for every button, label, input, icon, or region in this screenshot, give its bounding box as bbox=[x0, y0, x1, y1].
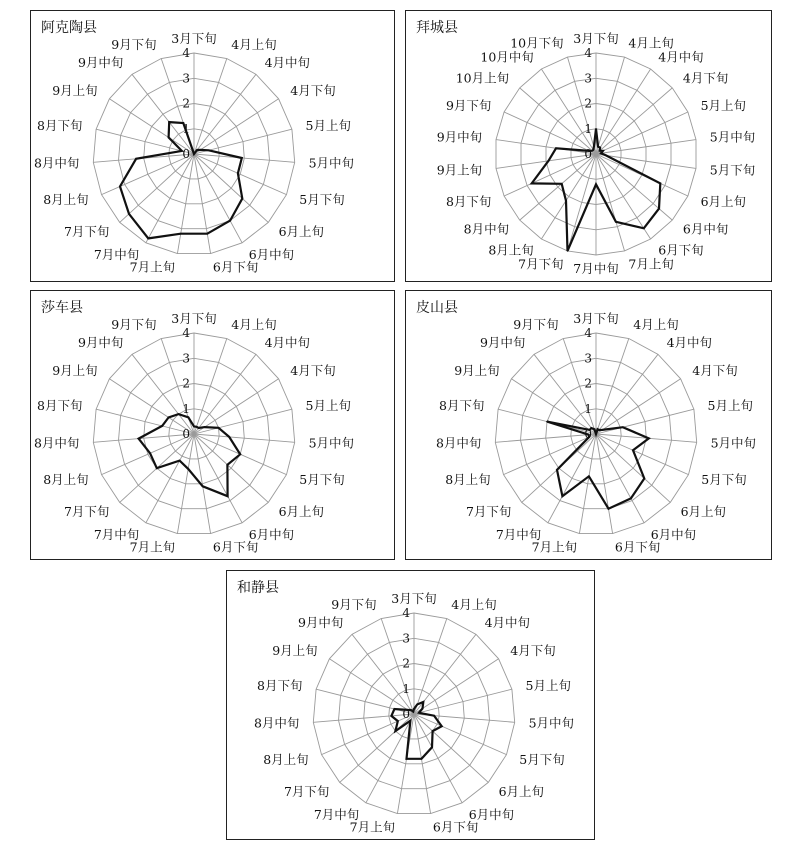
radial-tick-label: 3 bbox=[402, 631, 410, 646]
category-label: 7月中旬 bbox=[93, 527, 140, 543]
data-point bbox=[597, 428, 599, 430]
data-point bbox=[180, 233, 182, 235]
category-label: 5月下旬 bbox=[299, 472, 345, 488]
data-point bbox=[595, 128, 597, 130]
data-point bbox=[218, 427, 220, 429]
category-label: 8月中旬 bbox=[33, 435, 80, 451]
data-point bbox=[632, 449, 634, 451]
category-label: 3月下旬 bbox=[171, 31, 217, 46]
radial-tick-label: 4 bbox=[584, 326, 592, 340]
category-label: 5月下旬 bbox=[519, 752, 565, 768]
data-point bbox=[168, 121, 170, 123]
grid-spoke bbox=[596, 339, 629, 435]
radial-tick-label: 3 bbox=[182, 351, 190, 366]
category-label: 5月中旬 bbox=[710, 435, 757, 451]
data-point bbox=[410, 709, 412, 711]
data-point bbox=[546, 421, 548, 423]
data-point bbox=[241, 157, 243, 159]
category-label: 8月上旬 bbox=[263, 752, 309, 768]
category-label: 4月上旬 bbox=[628, 35, 674, 51]
chart-title: 阿克陶县 bbox=[41, 20, 97, 36]
category-label: 6月中旬 bbox=[468, 807, 515, 823]
radial-tick-label: 2 bbox=[182, 96, 190, 111]
category-label: 4月中旬 bbox=[666, 335, 713, 351]
category-label: 9月下旬 bbox=[513, 317, 559, 333]
grid-spoke bbox=[340, 714, 414, 782]
category-label: 6月上旬 bbox=[700, 193, 747, 209]
data-point bbox=[556, 469, 558, 471]
data-point bbox=[149, 453, 151, 455]
category-label: 4月上旬 bbox=[451, 597, 497, 613]
radial-tick-label: 0 bbox=[182, 427, 190, 441]
data-point bbox=[395, 730, 397, 732]
category-label: 10月中旬 bbox=[480, 49, 534, 65]
data-point bbox=[207, 233, 209, 235]
category-label: 7月下旬 bbox=[63, 503, 110, 519]
data-point bbox=[193, 426, 195, 428]
category-label: 4月上旬 bbox=[231, 37, 277, 53]
data-point bbox=[204, 426, 206, 428]
data-point bbox=[597, 146, 599, 148]
radial-tick-label: 4 bbox=[584, 46, 592, 60]
category-label: 9月中旬 bbox=[479, 335, 526, 351]
category-label: 9月上旬 bbox=[436, 162, 483, 178]
category-label: 9月中旬 bbox=[436, 129, 483, 145]
category-label: 6月上旬 bbox=[680, 503, 727, 519]
category-label: 9月下旬 bbox=[445, 98, 492, 114]
radial-tick-label: 1 bbox=[584, 401, 592, 416]
category-label: 4月下旬 bbox=[290, 83, 336, 99]
data-point bbox=[237, 173, 239, 175]
category-label: 4月中旬 bbox=[264, 55, 311, 71]
data-point bbox=[196, 426, 198, 428]
radial-tick-label: 2 bbox=[584, 96, 592, 111]
radial-tick-label: 1 bbox=[584, 121, 592, 136]
radar-chart bbox=[406, 11, 773, 283]
data-point bbox=[228, 436, 230, 438]
radar-panel-baicheng bbox=[405, 10, 772, 282]
category-label: 5月下旬 bbox=[709, 162, 756, 178]
grid-spoke bbox=[414, 659, 499, 714]
category-label: 6月中旬 bbox=[682, 221, 729, 237]
category-label: 9月下旬 bbox=[111, 317, 157, 333]
category-label: 5月下旬 bbox=[701, 472, 747, 488]
data-point bbox=[200, 149, 202, 151]
radial-tick-label: 4 bbox=[402, 606, 410, 620]
category-label: 3月下旬 bbox=[171, 311, 217, 326]
category-label: 5月上旬 bbox=[707, 397, 753, 413]
radar-panel-akto bbox=[30, 10, 395, 282]
category-label: 7月上旬 bbox=[628, 256, 674, 272]
data-point bbox=[567, 250, 569, 252]
category-label: 8月上旬 bbox=[43, 192, 89, 208]
grid-spoke bbox=[194, 59, 227, 155]
category-label: 5月中旬 bbox=[308, 435, 355, 451]
category-label: 6月下旬 bbox=[614, 539, 661, 555]
data-point bbox=[179, 460, 181, 462]
grid-spoke bbox=[194, 434, 268, 502]
radial-tick-label: 2 bbox=[182, 376, 190, 391]
category-label: 5月下旬 bbox=[299, 192, 345, 208]
category-label: 5月中旬 bbox=[308, 155, 355, 171]
category-label: 7月中旬 bbox=[313, 807, 360, 823]
category-label: 3月下旬 bbox=[391, 591, 437, 606]
data-point bbox=[594, 428, 596, 430]
category-label: 9月中旬 bbox=[77, 335, 124, 351]
data-point bbox=[630, 498, 632, 500]
category-label: 9月上旬 bbox=[52, 363, 98, 379]
category-label: 4月上旬 bbox=[633, 317, 679, 333]
chart-title: 皮山县 bbox=[416, 300, 458, 316]
data-point bbox=[397, 720, 399, 722]
category-label: 4月中旬 bbox=[658, 49, 704, 65]
grid-spoke bbox=[96, 409, 194, 434]
grid-spoke bbox=[194, 409, 292, 434]
data-point bbox=[599, 150, 601, 152]
radial-tick-label: 0 bbox=[584, 427, 592, 441]
radial-tick-label: 4 bbox=[182, 326, 190, 340]
category-label: 8月下旬 bbox=[37, 397, 83, 413]
category-label: 6月上旬 bbox=[278, 223, 325, 239]
data-point bbox=[406, 758, 408, 760]
data-point bbox=[548, 160, 550, 162]
category-label: 6月中旬 bbox=[650, 527, 697, 543]
chart-title: 莎车县 bbox=[41, 300, 83, 316]
grid-spoke bbox=[414, 714, 488, 782]
radial-tick-label: 3 bbox=[584, 71, 592, 86]
category-label: 4月下旬 bbox=[510, 643, 556, 659]
category-label: 10月下旬 bbox=[510, 35, 564, 51]
category-label: 8月中旬 bbox=[435, 435, 482, 451]
data-point bbox=[394, 708, 396, 710]
category-label: 9月下旬 bbox=[331, 597, 377, 613]
data-point bbox=[555, 148, 557, 150]
grid-spoke bbox=[511, 376, 596, 434]
data-point bbox=[413, 708, 415, 710]
data-point bbox=[593, 149, 595, 151]
grid-spoke bbox=[120, 154, 194, 222]
category-label: 4月下旬 bbox=[692, 363, 738, 379]
radial-tick-label: 0 bbox=[584, 147, 592, 161]
data-point bbox=[615, 221, 617, 223]
data-point bbox=[660, 183, 662, 185]
category-label: 5月上旬 bbox=[700, 98, 747, 114]
radar-chart bbox=[227, 571, 596, 841]
radial-tick-label: 1 bbox=[402, 681, 410, 696]
data-point bbox=[608, 508, 610, 510]
category-label: 10月上旬 bbox=[455, 70, 510, 86]
grid-spoke bbox=[414, 689, 512, 714]
data-point bbox=[156, 467, 158, 469]
radial-tick-label: 0 bbox=[402, 707, 410, 721]
data-point bbox=[421, 758, 423, 760]
category-label: 3月下旬 bbox=[573, 31, 619, 46]
data-point bbox=[188, 417, 190, 419]
category-label: 6月下旬 bbox=[432, 819, 479, 835]
category-label: 7月上旬 bbox=[349, 819, 396, 835]
chart-title: 拜城县 bbox=[416, 20, 458, 36]
data-point bbox=[227, 495, 229, 497]
category-label: 4月下旬 bbox=[682, 70, 729, 86]
data-point bbox=[418, 712, 420, 714]
data-point bbox=[644, 478, 646, 480]
category-label: 8月中旬 bbox=[463, 221, 510, 237]
data-point bbox=[432, 730, 434, 732]
grid-spoke bbox=[568, 154, 597, 251]
category-label: 6月下旬 bbox=[658, 242, 704, 258]
radial-tick-label: 0 bbox=[182, 147, 190, 161]
grid-spoke bbox=[194, 99, 279, 154]
data-point bbox=[242, 198, 244, 200]
data-point bbox=[412, 711, 414, 713]
grid-spoke bbox=[596, 88, 672, 154]
category-label: 7月下旬 bbox=[465, 503, 512, 519]
data-point bbox=[565, 200, 567, 202]
category-label: 7月中旬 bbox=[495, 527, 542, 543]
grid-spoke bbox=[194, 154, 268, 222]
data-point bbox=[178, 413, 180, 415]
category-label: 8月上旬 bbox=[445, 472, 491, 488]
data-point bbox=[227, 464, 229, 466]
category-label: 5月中旬 bbox=[528, 715, 575, 731]
category-label: 8月下旬 bbox=[257, 677, 303, 693]
data-point bbox=[431, 747, 433, 749]
category-label: 7月下旬 bbox=[283, 783, 330, 799]
radial-tick-label: 3 bbox=[584, 351, 592, 366]
category-label: 4月中旬 bbox=[264, 335, 311, 351]
data-point bbox=[562, 495, 564, 497]
category-label: 8月下旬 bbox=[445, 193, 492, 209]
category-label: 9月上旬 bbox=[52, 83, 98, 99]
category-label: 8月下旬 bbox=[439, 397, 485, 413]
data-point bbox=[588, 476, 590, 478]
grid-spoke bbox=[329, 656, 414, 714]
data-point bbox=[161, 425, 163, 427]
data-point bbox=[605, 155, 607, 157]
data-point bbox=[168, 137, 170, 139]
data-point bbox=[598, 429, 600, 431]
radar-panel-shache bbox=[30, 290, 395, 560]
data-point bbox=[622, 426, 624, 428]
category-label: 7月上旬 bbox=[129, 539, 176, 555]
category-label: 7月下旬 bbox=[63, 223, 110, 239]
category-label: 6月中旬 bbox=[248, 527, 295, 543]
data-point bbox=[417, 704, 419, 706]
grid-spoke bbox=[109, 96, 194, 154]
category-label: 9月上旬 bbox=[272, 643, 318, 659]
category-label: 8月下旬 bbox=[37, 117, 83, 133]
radar-chart bbox=[406, 291, 773, 561]
data-point bbox=[198, 427, 200, 429]
radar-chart bbox=[31, 291, 396, 561]
category-label: 7月下旬 bbox=[518, 256, 564, 272]
chart-title: 和静县 bbox=[237, 580, 279, 596]
category-label: 4月中旬 bbox=[484, 615, 531, 631]
grid-spoke bbox=[596, 57, 625, 154]
category-label: 8月上旬 bbox=[43, 472, 89, 488]
data-point bbox=[196, 149, 198, 151]
radial-tick-label: 1 bbox=[182, 121, 190, 136]
category-label: 4月上旬 bbox=[231, 317, 277, 333]
grid-spoke bbox=[596, 434, 670, 502]
category-label: 6月下旬 bbox=[212, 539, 259, 555]
radial-tick-label: 2 bbox=[584, 376, 592, 391]
data-point bbox=[148, 238, 150, 240]
grid-spoke bbox=[414, 619, 447, 715]
category-label: 7月上旬 bbox=[129, 259, 176, 275]
data-point bbox=[441, 725, 443, 727]
radar-panel-hejing bbox=[226, 570, 595, 840]
category-label: 6月下旬 bbox=[212, 259, 259, 275]
data-point bbox=[187, 468, 189, 470]
data-point bbox=[602, 150, 604, 152]
category-label: 5月上旬 bbox=[305, 397, 351, 413]
category-label: 9月中旬 bbox=[77, 55, 124, 71]
data-point bbox=[391, 715, 393, 717]
radial-tick-label: 3 bbox=[182, 71, 190, 86]
category-label: 9月中旬 bbox=[297, 615, 344, 631]
category-label: 7月中旬 bbox=[573, 261, 619, 276]
category-label: 7月上旬 bbox=[531, 539, 578, 555]
grid-spoke bbox=[596, 409, 694, 434]
data-point bbox=[658, 208, 660, 210]
data-point bbox=[239, 454, 241, 456]
data-point bbox=[135, 158, 137, 160]
category-label: 5月上旬 bbox=[525, 677, 571, 693]
data-point bbox=[193, 153, 195, 155]
grid-spoke bbox=[194, 339, 227, 435]
category-label: 9月上旬 bbox=[454, 363, 500, 379]
category-label: 8月中旬 bbox=[33, 155, 80, 171]
data-point bbox=[600, 153, 602, 155]
data-point bbox=[595, 184, 597, 186]
radial-tick-label: 4 bbox=[182, 46, 190, 60]
category-label: 5月上旬 bbox=[305, 117, 351, 133]
category-label: 6月上旬 bbox=[498, 783, 545, 799]
data-point bbox=[593, 146, 595, 148]
data-point bbox=[168, 417, 170, 419]
data-point bbox=[423, 701, 425, 703]
category-label: 6月中旬 bbox=[248, 247, 295, 263]
data-point bbox=[602, 429, 604, 431]
data-point bbox=[119, 186, 121, 188]
category-label: 5月中旬 bbox=[709, 129, 756, 145]
data-point bbox=[138, 438, 140, 440]
data-point bbox=[595, 433, 597, 435]
category-label: 8月上旬 bbox=[488, 242, 534, 258]
data-point bbox=[202, 486, 204, 488]
category-label: 6月上旬 bbox=[278, 503, 325, 519]
radar-panel-pishan bbox=[405, 290, 772, 560]
grid-spoke bbox=[194, 379, 279, 434]
data-point bbox=[422, 708, 424, 710]
grid-spoke bbox=[109, 376, 194, 434]
data-point bbox=[643, 228, 645, 230]
radial-tick-label: 2 bbox=[402, 656, 410, 671]
grid-spoke bbox=[596, 154, 625, 251]
category-label: 3月下旬 bbox=[573, 311, 619, 326]
radial-tick-label: 1 bbox=[182, 401, 190, 416]
data-point bbox=[561, 183, 563, 185]
category-label: 4月下旬 bbox=[290, 363, 336, 379]
data-point bbox=[208, 150, 210, 152]
radar-chart bbox=[31, 11, 396, 283]
category-label: 8月中旬 bbox=[253, 715, 300, 731]
grid-spoke bbox=[596, 379, 681, 434]
data-point bbox=[599, 147, 601, 149]
category-label: 9月下旬 bbox=[111, 37, 157, 53]
data-point bbox=[531, 183, 533, 185]
data-point bbox=[128, 213, 130, 215]
data-point bbox=[229, 220, 231, 222]
data-point bbox=[433, 715, 435, 717]
category-label: 7月中旬 bbox=[93, 247, 140, 263]
data-point bbox=[648, 438, 650, 440]
